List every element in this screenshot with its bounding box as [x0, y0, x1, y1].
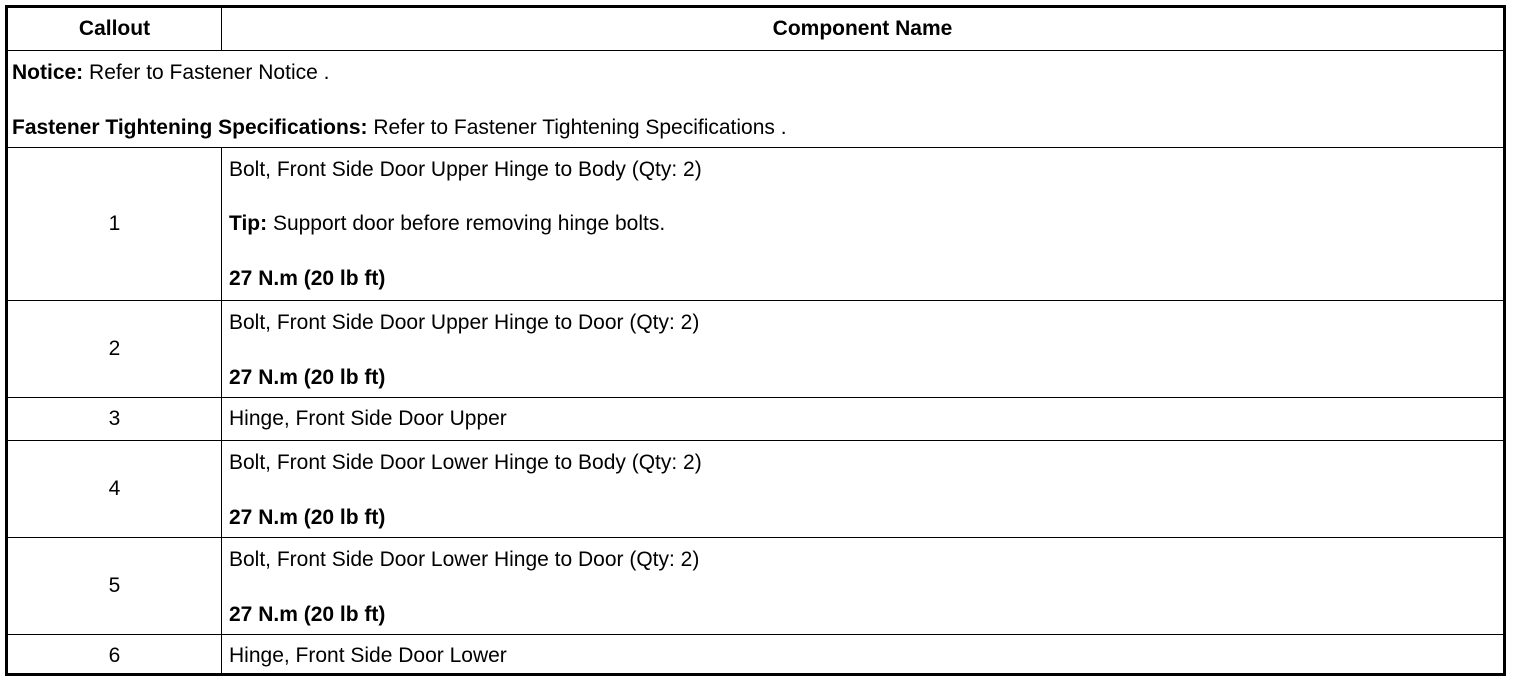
- tip-label: Tip:: [229, 212, 268, 235]
- components-table: [5, 5, 1506, 676]
- torque-spec: 27 N.m (20 lb ft): [229, 267, 386, 290]
- header-component-name: Component Name: [772, 17, 953, 40]
- component-name: Hinge, Front Side Door Upper: [229, 407, 507, 430]
- fastener-spec-label: Fastener Tightening Specifications:: [12, 116, 368, 139]
- torque-spec: 27 N.m (20 lb ft): [229, 506, 386, 529]
- table-row: [8, 398, 1503, 441]
- component-cell: [222, 635, 1503, 676]
- component-cell: [222, 398, 1503, 440]
- tip-line: [229, 212, 665, 236]
- callout-cell: 1: [8, 148, 222, 300]
- table-row: [8, 301, 1503, 398]
- tip-text: Support door before removing hinge bolts.: [267, 212, 666, 235]
- fastener-spec-text: Refer to Fastener Tightening Specifications .: [367, 116, 787, 139]
- notice-row: [8, 51, 1503, 148]
- torque-spec: 27 N.m (20 lb ft): [229, 366, 386, 389]
- notice-line: [12, 61, 329, 85]
- callout-cell: 4: [8, 441, 222, 537]
- header-callout: Callout: [8, 8, 222, 50]
- torque-spec: 27 N.m (20 lb ft): [229, 603, 386, 626]
- component-cell: [222, 301, 1503, 397]
- component-cell: [222, 538, 1503, 634]
- table-row: [8, 635, 1503, 676]
- callout-cell: 2: [8, 301, 222, 397]
- callout-cell: 6: [8, 635, 222, 676]
- component-name: Hinge, Front Side Door Lower: [229, 644, 507, 667]
- component-name: Bolt, Front Side Door Lower Hinge to Body (Qty: 2): [229, 451, 702, 474]
- table-header-row: [8, 8, 1503, 51]
- table-row: [8, 441, 1503, 538]
- notice-cell: [8, 51, 1503, 147]
- table-row: [8, 538, 1503, 635]
- fastener-spec-line: [12, 116, 787, 140]
- notice-label: Notice:: [12, 61, 84, 84]
- notice-text: Refer to Fastener Notice .: [83, 61, 330, 84]
- component-cell: [222, 441, 1503, 537]
- component-name: Bolt, Front Side Door Upper Hinge to Door (Qty: 2): [229, 311, 700, 334]
- table-row: [8, 148, 1503, 301]
- component-name: Bolt, Front Side Door Lower Hinge to Door (Qty: 2): [229, 548, 700, 571]
- callout-cell: 3: [8, 398, 222, 440]
- component-name: Bolt, Front Side Door Upper Hinge to Body (Qty: 2): [229, 158, 702, 181]
- component-cell: [222, 148, 1503, 300]
- callout-cell: 5: [8, 538, 222, 634]
